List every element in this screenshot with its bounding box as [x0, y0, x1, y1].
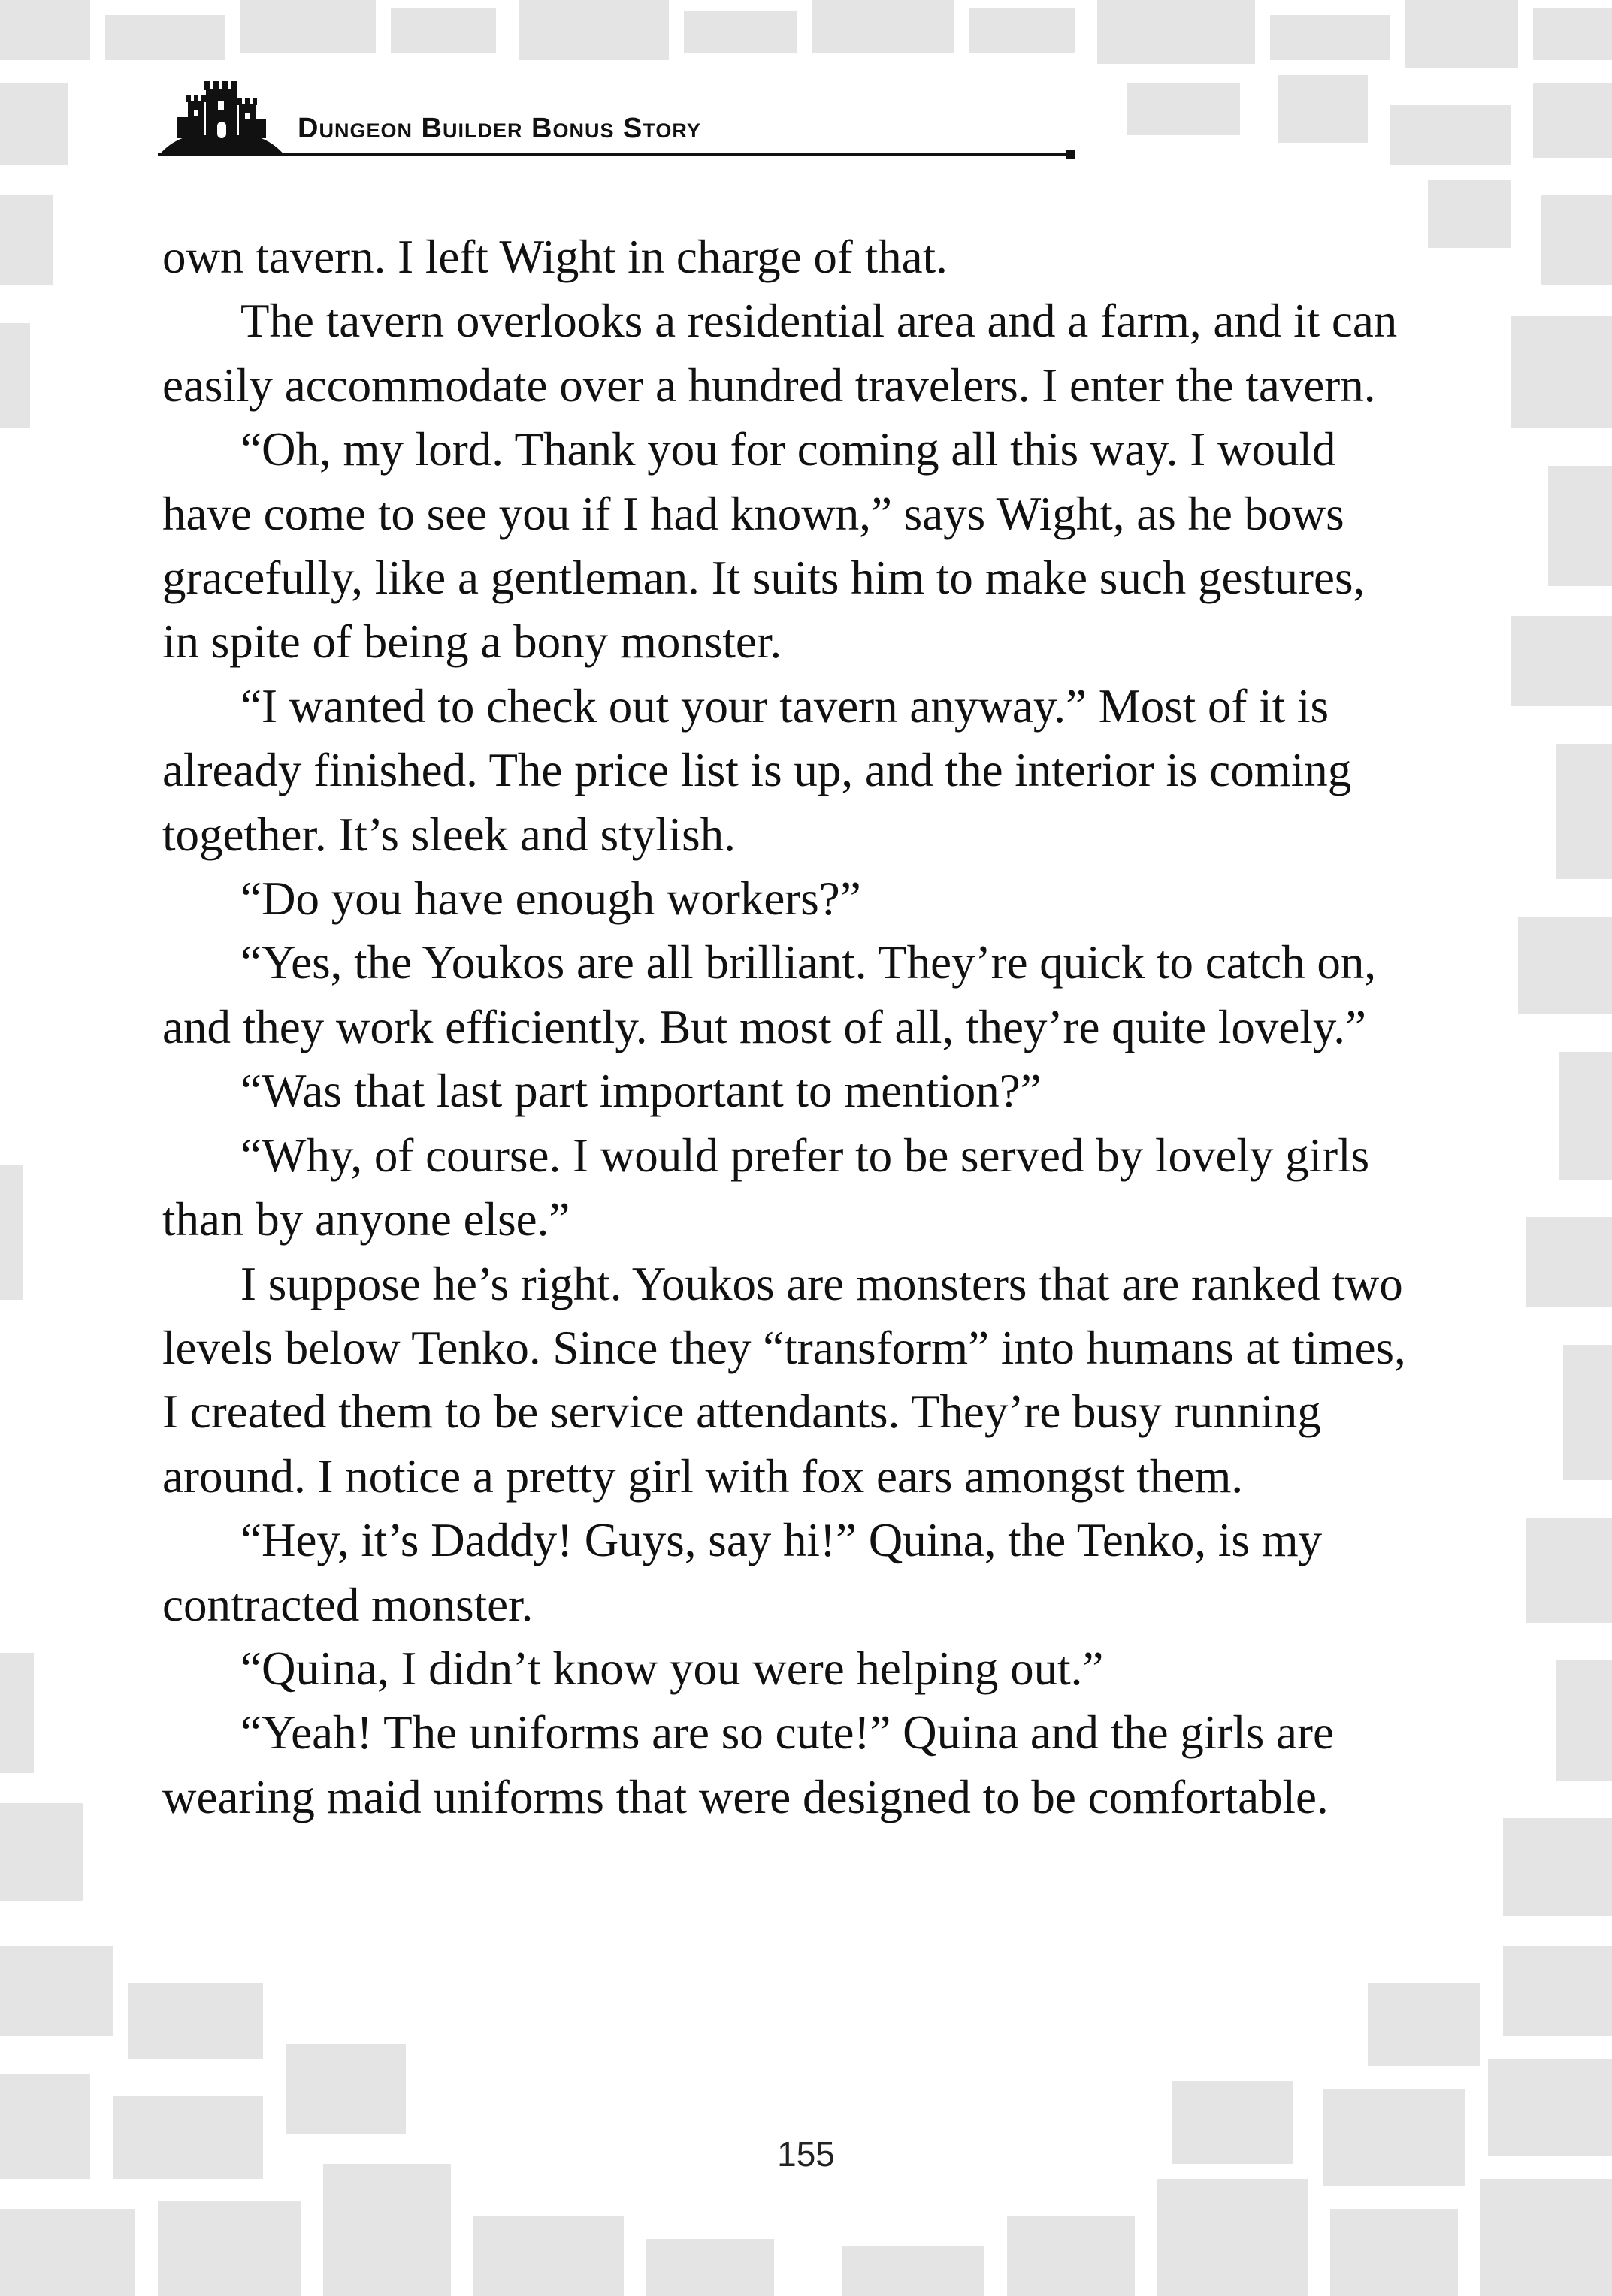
- paragraph: “Do you have enough workers?”: [240, 872, 861, 926]
- paragraph: “Was that last part important to mention?”: [240, 1065, 1042, 1118]
- castle-icon: [158, 75, 286, 159]
- paragraph: “Yeah! The uniforms are so cute!” Quina and the girls are wearing maid uniforms that were designed to be comfortable.: [162, 1706, 1334, 1823]
- paragraph: own tavern. I left Wight in charge of that.: [162, 231, 948, 283]
- paragraph: I suppose he’s right. Youkos are monsters that are ranked two levels below Tenko. Since they “transform” into humans at times, I created them to be service attendants. They’re busy running around. I notice a pretty girl with fox ears amongst them.: [162, 1257, 1406, 1503]
- paragraph: “I wanted to check out your tavern anyway.” Most of it is already finished. The price list is up, and the interior is coming together. It’s sleek and stylish.: [162, 679, 1352, 861]
- running-header: [158, 75, 1082, 165]
- header-rule-end: [1066, 150, 1075, 159]
- paragraph: The tavern overlooks a residential area and a farm, and it can easily accommodate over a hundred travelers. I enter the tavern.: [162, 295, 1398, 412]
- page-number: 155: [777, 2134, 835, 2174]
- paragraph: “Hey, it’s Daddy! Guys, say hi!” Quina, the Tenko, is my contracted monster.: [162, 1514, 1323, 1631]
- paragraph: “Yes, the Youkos are all brilliant. They’re quick to catch on, and they work efficiently. But most of all, they’re quite lovely.”: [162, 936, 1377, 1053]
- running-header-title: Dungeon Builder Bonus Story: [298, 113, 701, 144]
- paragraph: “Quina, I didn’t know you were helping out.”: [240, 1642, 1104, 1695]
- header-rule: [158, 153, 1069, 156]
- paragraph: “Oh, my lord. Thank you for coming all this way. I would have come to see you if I had known,” says Wight, as he bows gracefully, like a gentleman. It suits him to make such gestures, in spite of being a bony monster.: [162, 423, 1366, 669]
- story-text: [162, 225, 1410, 1829]
- paragraph: “Why, of course. I would prefer to be served by lovely girls than by anyone else.”: [162, 1128, 1370, 1246]
